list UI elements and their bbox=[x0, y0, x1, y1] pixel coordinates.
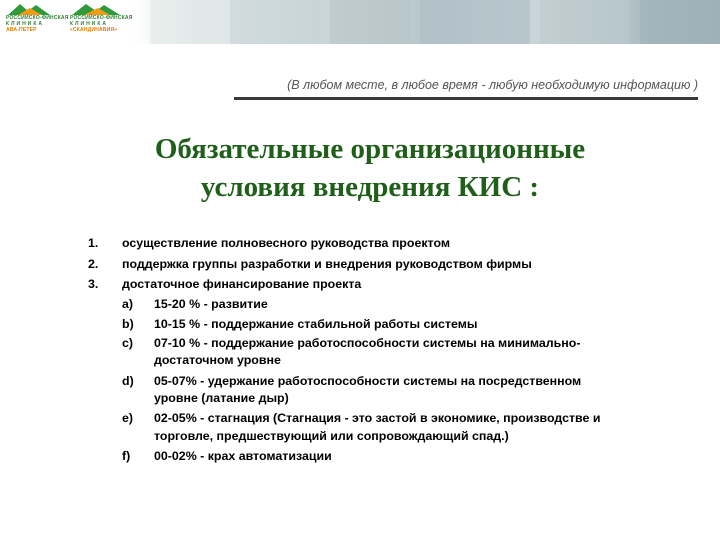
subitem-letter: c) bbox=[122, 336, 134, 350]
slide-title-line: условия внедрения КИС : bbox=[200, 171, 540, 203]
subitem-text: 02-05% - стагнация (Стагнация - это застой в экономике, производстве и bbox=[154, 411, 601, 425]
subitem-text: 15-20 % - развитие bbox=[154, 297, 268, 311]
logo-line: РОССИЙСКО-ФИНСКАЯ bbox=[6, 15, 69, 21]
subitem-letter: f) bbox=[122, 449, 131, 463]
subitem-text: торговле, предшествующий или сопровождающий спад.) bbox=[154, 429, 509, 443]
list-item-text: достаточное финансирование проекта bbox=[122, 277, 362, 291]
logo-line: РОССИЙСКО-ФИНСКАЯ bbox=[70, 15, 133, 21]
logo-line: КЛИНИКА bbox=[6, 21, 45, 27]
logo-line: АВА-ПЕТЕР bbox=[6, 27, 37, 33]
subitem-text: 10-15 % - поддержание стабильной работы системы bbox=[154, 317, 478, 331]
subitem-letter: e) bbox=[122, 411, 134, 425]
subitem-text: 07-10 % - поддержание работоспособности системы на минимально- bbox=[154, 336, 581, 350]
subitem-letter: d) bbox=[122, 374, 134, 388]
list-item-number: 1. bbox=[88, 236, 99, 250]
subitem-text: 00-02% - крах автоматизации bbox=[154, 449, 332, 463]
subitem-letter: a) bbox=[122, 297, 134, 311]
motto-text: (В любом месте, в любое время - любую необходимую информацию ) bbox=[287, 78, 698, 92]
subitem-letter: b) bbox=[122, 317, 134, 331]
list-item-text: поддержка группы разработки и внедрения руководством фирмы bbox=[122, 257, 532, 271]
list-item-text: осуществление полновесного руководства проектом bbox=[122, 236, 451, 250]
slide-title-line: Обязательные организационные bbox=[154, 133, 586, 165]
subitem-text: достаточном уровне bbox=[154, 353, 281, 367]
subitem-text: 05-07% - удержание работоспособности системы на посредственном bbox=[154, 374, 582, 388]
list-item-number: 2. bbox=[88, 257, 99, 271]
logo-line: КЛИНИКА bbox=[70, 21, 109, 27]
subitem-text: уровне (латание дыр) bbox=[154, 391, 289, 405]
logo-line: «СКАНДИНАВИЯ» bbox=[70, 27, 118, 33]
list-item-number: 3. bbox=[88, 277, 99, 291]
